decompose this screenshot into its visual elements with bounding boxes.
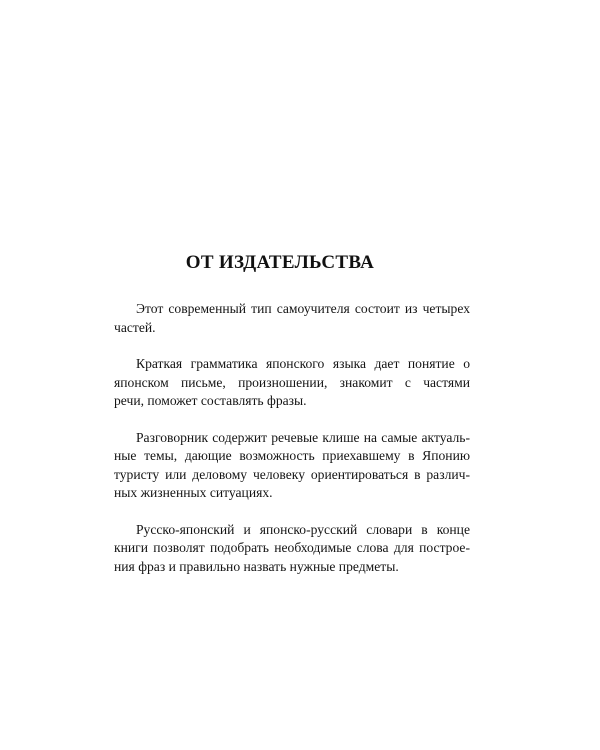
- paragraph-line: речи, поможет составлять фразы.: [114, 393, 307, 408]
- paragraph-line: Разговорник содержит речевые клише на самые актуаль-: [136, 429, 470, 445]
- paragraph-line: ных жизненных ситуациях.: [114, 485, 273, 500]
- paragraph-line: Краткая грамматика японского языка дает понятие о: [136, 356, 470, 371]
- body-text: [114, 300, 470, 594]
- paragraph-2: [114, 355, 470, 411]
- paragraph-line: японском письме, произношении, знакомит с частями: [114, 374, 470, 390]
- paragraph-line: ния фраз и правильно назвать нужные предметы.: [114, 558, 399, 574]
- paragraph-3: [114, 429, 470, 503]
- paragraph-line: Этот современный тип самоучителя состоит из четырех: [136, 301, 470, 316]
- paragraph-line: ные темы, дающие возможность приехавшему в Японию: [114, 448, 470, 463]
- paragraph-line: книги позволят подобрать необходимые слова для построе-: [114, 540, 470, 555]
- page-title: ОТ ИЗДАТЕЛЬСТВА: [185, 252, 375, 273]
- paragraph-line: частей.: [114, 319, 156, 335]
- paragraph-line: Русско-японский и японско-русский словари в конце: [136, 521, 470, 537]
- paragraph-4: [114, 521, 470, 577]
- paragraph-line: туристу или деловому человеку ориентироваться в различ-: [114, 466, 470, 482]
- paragraph-1: [114, 300, 470, 337]
